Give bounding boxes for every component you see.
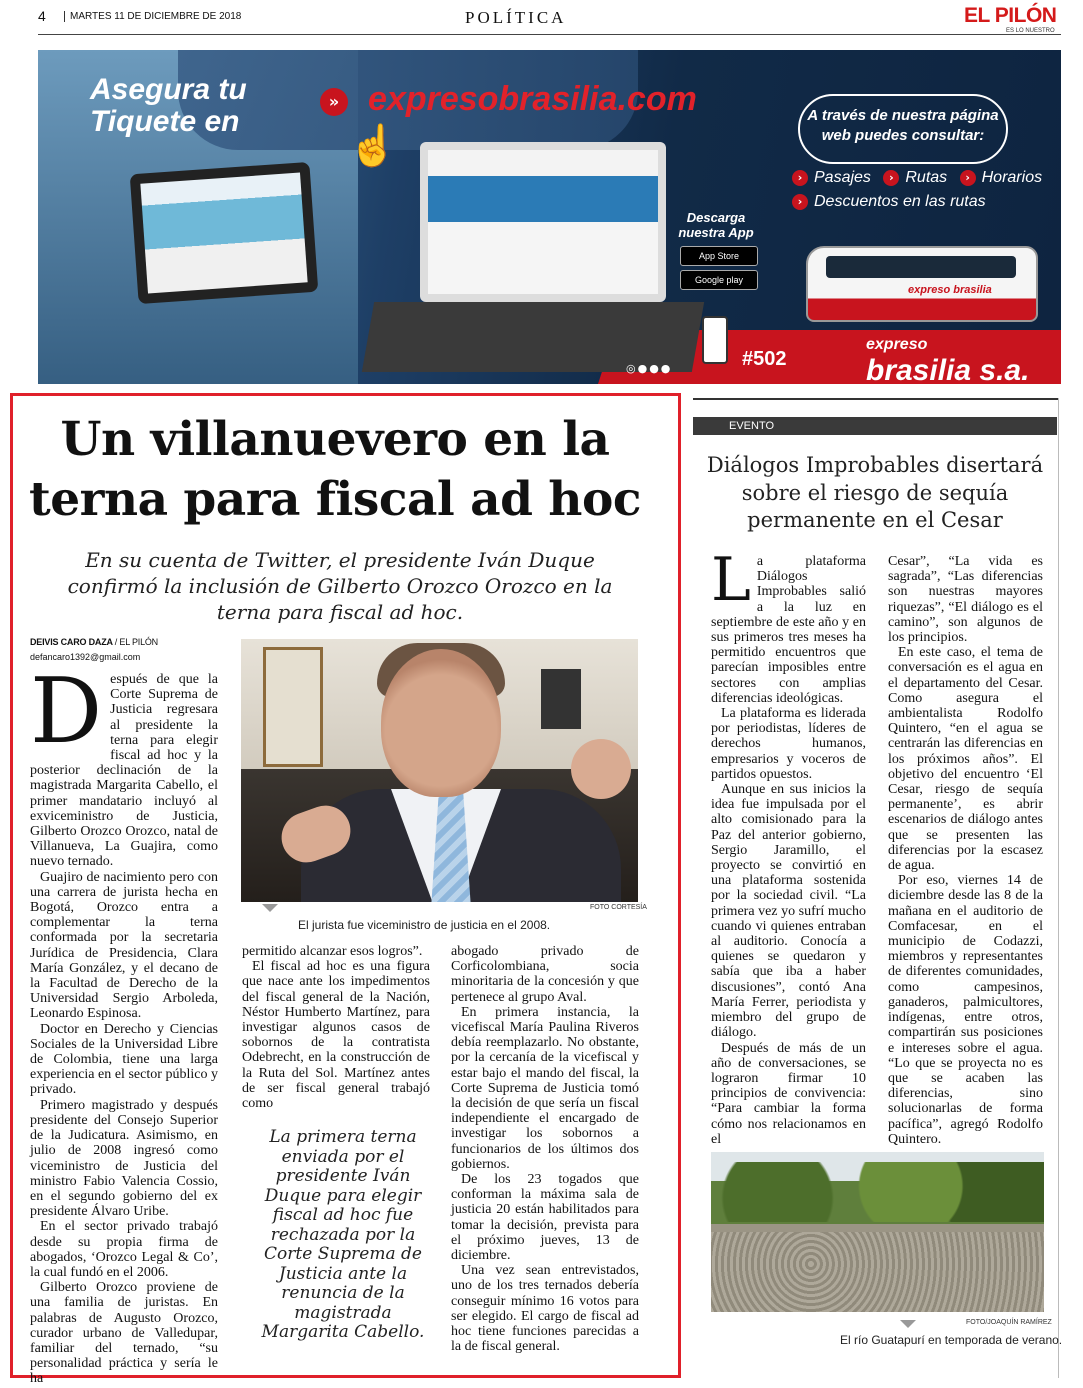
- caption-pointer-icon: [262, 904, 278, 912]
- paragraph: espués de que la Corte Suprema de Justicia regresara al presidente la terna para elegir fiscal ad hoc y la posterior declinación de la magistrada Margarita Cabello, el primer mandatario incluyó al exviceministro de Justicia, Gilberto Orozco Orozco, natal de Villanueva, La Guajira, como nuevo ternado.: [30, 672, 218, 870]
- ad-download-text: [676, 210, 756, 240]
- page-number: 4: [38, 8, 46, 24]
- sidebar-top-rule: [693, 398, 1058, 400]
- section-title: POLÍTICA: [465, 8, 567, 27]
- ad-phone-number: #502: [742, 348, 787, 370]
- paragraph: abogado privado de Corficolombiana, socia minoritaria de la concesión y que pertenece al grupo Aval.: [451, 944, 639, 1005]
- river-photo: [711, 1152, 1044, 1312]
- author-outlet: / EL PILÓN: [114, 637, 158, 647]
- advertisement-banner[interactable]: [38, 50, 1061, 384]
- sidebar-article-title: Diálogos Improbables disertará sobre el riesgo de sequía permanente en el Cesar: [706, 453, 1044, 532]
- paragraph: Gilberto Orozco proviene de una familia de juristas. En palabras de Augusto Orozco, curador urbano de Valledupar, familiar del ternado, “su personalidad práctica y sería le ha: [30, 1280, 218, 1387]
- drop-cap: L: [711, 545, 751, 615]
- sidebar-photo-caption: El río Guatapurí en temporada de verano.: [840, 1333, 1063, 1347]
- author-byline: [30, 637, 158, 647]
- social-icons: ◎●●●: [626, 362, 673, 375]
- header-rule: [38, 34, 1061, 35]
- ad-consult-bubble: [798, 94, 1008, 164]
- page-header: [0, 0, 1083, 36]
- ad-headline-line2: Tiquete en: [90, 105, 240, 138]
- phone-image: [702, 316, 728, 364]
- paragraph: El fiscal ad hoc es una figura que nace ante los impedimentos del fiscal general de la Nación, Néstor Humberto Martínez, para investigar algunos casos de sobornos de la contratista Odebrecht, en la construcción de la Ruta del Sol. Martínez antes de ser fiscal general trabajó como: [242, 959, 430, 1112]
- paragraph: Una vez sean entrevistados, uno de los tres ternados debería conseguir mínimo 16 votos para ser elegido. El cargo de fiscal ad hoc tiene funciones parecidas a la de fiscal general.: [451, 1263, 639, 1355]
- photo-credit: FOTO CORTESÍA: [590, 904, 647, 911]
- sidebar-column-2: [888, 554, 1043, 1147]
- paragraph: En primera instancia, la vicefiscal María Paulina Riveros debía reemplazarlo. No obstante, por la cercanía de la vicefiscal y estar bajo el mando del fiscal, la Corte Suprema de Justicia tomó la decisión de que sería un fiscal independiente el encargado de investigar los sobornos a funcionarios de los últimos dos gobiernos.: [451, 1004, 639, 1172]
- main-article-column-3: [451, 944, 639, 1364]
- main-article-subtitle: En su cuenta de Twitter, el presidente Iván Duque confirmó la inclusión de Gilberto Orozco Orozco en la terna para fiscal ad hoc.: [67, 548, 613, 624]
- ad-brand-logo: [866, 332, 1029, 384]
- paragraph: Aunque en sus inicios la idea fue impulsada por el alto comisionado para la Paz del anterior gobierno, Sergio Jaramillo, el proyecto se convirtió en una plataforma sostenida por la sociedad civil. “La primera vez yo sufrí mucho cuando vi quienes entraban al auditorio. Conocía a quienes se quedaron y sabía que iba a haber discusiones”, contó Ana María Ferrer, periodista y miembro del grupo de diálogo.: [711, 782, 866, 1041]
- issue-date: MARTES 11 DE DICIEMBRE DE 2018: [64, 11, 241, 22]
- paragraph: De los 23 togados que conforman la máxima sala de justicia 20 están habilitados para tomar la decisión, prevista para el próximo jueves, 13 de diciembre.: [451, 1172, 639, 1264]
- sidebar-photo-credit: FOTO/JOAQUÍN RAMÍREZ: [966, 1319, 1052, 1326]
- ad-consult-line1: A través de nuestra página: [807, 107, 999, 124]
- main-article-column-1: [30, 659, 218, 1387]
- ad-option-descuentos: Descuentos en las rutas: [814, 193, 986, 210]
- newspaper-logo: EL PILÓN: [964, 4, 1057, 27]
- jurist-photo: [241, 639, 638, 902]
- ad-download-line2: nuestra App: [678, 225, 754, 240]
- paragraph: a plataforma Diálogos Improbables salió a la luz en septiembre de este año y en sus primeros tres meses ha permitido encuentros que parecían imposibles entre sectores con amplias diferencias ideológicas.: [711, 554, 866, 706]
- paragraph: Primero magistrado y después presidente del Consejo Superior de la Judicatura. Asimismo, en julio de 2008 ingresó como viceministro de Justicia del ministro Fabio Valencia Cossio, en el segundo gobierno del ex presidente Álvaro Uribe.: [30, 1097, 218, 1220]
- chevron-right-icon: ›: [960, 170, 976, 186]
- chevron-right-icon: ›: [792, 194, 808, 210]
- bus-image: [806, 246, 1038, 322]
- main-article-title: Un villanuevero en la terna para fiscal ad hoc: [29, 412, 641, 527]
- google-play-badge[interactable]: Google play: [680, 270, 758, 290]
- ad-brand-line2: brasilia s.a.: [866, 354, 1030, 384]
- laptop-image: [420, 142, 666, 302]
- ad-headline-line1: Asegura tu: [90, 73, 247, 106]
- ad-brand-line1: expreso: [866, 336, 928, 353]
- ad-option-rutas: Rutas: [905, 169, 948, 186]
- main-article-column-2: [242, 944, 430, 1112]
- logo-tagline: ES LO NUESTRO: [1006, 28, 1055, 34]
- photo-caption: El jurista fue viceministro de justicia en el 2008.: [298, 918, 551, 932]
- tablet-image: [130, 162, 319, 304]
- author-name: DEIVIS CARO DAZA: [30, 637, 113, 647]
- ad-url[interactable]: expresobrasilia.com: [368, 80, 697, 118]
- sidebar-tag: EVENTO: [693, 417, 1057, 435]
- sidebar-column-1: [711, 545, 866, 1147]
- chevron-down-icon: »: [320, 88, 348, 116]
- bus-livery-text: expreso brasilia: [908, 284, 992, 296]
- pointer-hand-icon: ☝: [348, 123, 398, 168]
- sidebar-right-rule: [1058, 398, 1059, 1378]
- author-email[interactable]: defancaro1392@gmail.com: [30, 652, 141, 662]
- paragraph: En el sector privado trabajó desde su propia firma de abogados, ‘Orozco Legal & Co’, la cual fundó en el 2006.: [30, 1219, 218, 1280]
- ad-headline: [90, 74, 247, 138]
- paragraph: Doctor en Derecho y Ciencias Sociales de la Universidad Libre de Colombia, tiene una larga experiencia en el sector público y privado.: [30, 1021, 218, 1098]
- ad-option-horarios: Horarios: [981, 169, 1043, 186]
- pull-quote: La primera terna enviada por el presidente Iván Duque para elegir fiscal ad hoc fue rechazada por la Corte Suprema de Justicia ante la renuncia de la magistrada Margarita Cabello.: [261, 1127, 425, 1342]
- chevron-right-icon: ›: [883, 170, 899, 186]
- ad-option-pasajes: Pasajes: [814, 169, 871, 186]
- paragraph: La plataforma es liderada por periodistas, líderes de derechos humanos, empresarios y voceros de partidos opuestos.: [711, 706, 866, 782]
- ad-options: [792, 166, 1050, 214]
- paragraph: Cesar”, “La vida es sagrada”, “Las diferencias son nuestras mayores riquezas”, “El diálogo es el camino”, son algunos de los principios.: [888, 554, 1043, 646]
- chevron-right-icon: ›: [792, 170, 808, 186]
- paragraph: permitido alcanzar esos logros”.: [242, 944, 423, 959]
- app-store-badge[interactable]: App Store: [680, 246, 758, 266]
- paragraph: En este caso, el tema de conversación es el agua en el departamento del Cesar. Como asegura el ambientalista Rodolfo Quintero, “en el agua se centrarán las diferencias en los próximos años”. El objetivo del encuentro ‘El Cesar, riesgo de sequía permanente’, es abrir escenarios de diálogo antes que se presenten las diferencias por la escasez de agua.: [888, 645, 1043, 874]
- caption-pointer-icon: [900, 1320, 916, 1328]
- drop-cap: D: [30, 659, 103, 764]
- paragraph: Después de más de un año de conversaciones, se lograron firmar 10 principios de convivencia: “Para cambiar la forma cómo nos relacionamos en el: [711, 1040, 866, 1147]
- paragraph: Por eso, viernes 14 de diciembre desde las 8 de la mañana en el auditorio de Comfacesar, en el municipio de Codazzi, miembros y representantes de diferentes comunidades, como campesinos, ganaderos, palmicultores, indígenas, entre otros, compartirán sus posiciones e intereses sobre el agua. “Lo que se proyecta no es que se acaben las diferencias, sino solucionarlas de forma pacífica”, agregó Rodolfo Quintero.: [888, 873, 1043, 1147]
- ad-download-line1: Descarga: [686, 210, 746, 225]
- ad-consult-line2: web puedes consultar:: [821, 127, 985, 144]
- paragraph: Guajiro de nacimiento pero con una carrera de jurista hecha en Bogotá, Orozco entra a complementar la terna conformada por la secretaria Jurídica de Presidencia, Clara María González, y el decano de la Facultad de Derecho de la Universidad Sergio Arboleda, Leonardo Espinosa.: [30, 869, 218, 1022]
